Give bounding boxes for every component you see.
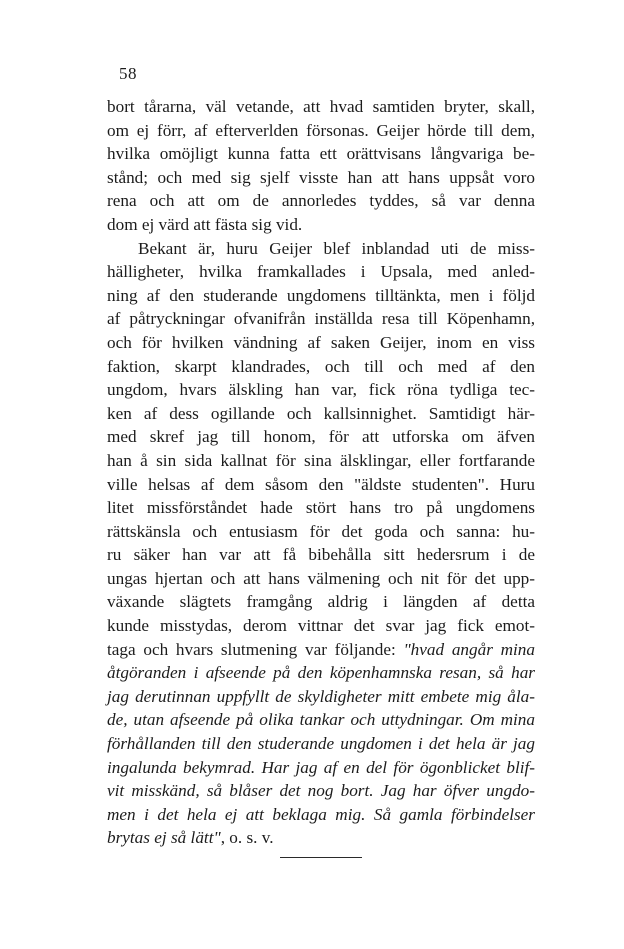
text-segment: hälligheter, hvilka framkallades i Upsala, med anled- — [107, 262, 535, 282]
text-line — [107, 284, 535, 308]
italic-quote-segment: ingalunda bekymrad. Har jag af en del för ögonblicket blif- — [107, 757, 535, 777]
text-line — [107, 378, 535, 402]
text-segment: med skref jag till honom, för att utforska om äfven — [107, 427, 535, 447]
text-line — [107, 355, 535, 379]
text-segment: ungdom, hvars älskling han var, fick röna tydliga tec- — [107, 380, 535, 400]
text-line — [107, 614, 535, 638]
text-segment: kunde misstydas, derom vittnar det svar jag fick emot- — [107, 616, 535, 636]
text-segment: faktion, skarpt klandrades, och till och med af den — [107, 356, 535, 376]
text-line — [107, 402, 535, 426]
text-line — [107, 567, 535, 591]
paragraph — [107, 95, 535, 237]
text-segment: rena och att om de annorledes tyddes, så var denna — [107, 191, 535, 211]
text-line — [107, 803, 535, 827]
italic-quote-segment: åtgöranden i afseende på den köpenhamnska resan, så har — [107, 663, 535, 683]
text-line — [107, 473, 535, 497]
text-line — [107, 543, 535, 567]
text-line — [107, 213, 535, 237]
italic-quote-segment: förhållanden till den studerande ungdomen i det hela är jag — [107, 734, 535, 754]
text-line — [107, 95, 535, 119]
text-line — [107, 661, 535, 685]
text-line — [107, 166, 535, 190]
text-segment: dom ej värd att fästa sig vid. — [107, 214, 303, 234]
text-line — [107, 708, 535, 732]
text-segment: hvilka omöjligt kunna fatta ett orättvisans långvariga be- — [107, 144, 535, 164]
text-segment: ken af dess ogillande och kallsinnighet. Samtidigt här- — [107, 403, 535, 423]
italic-quote-segment: jag derutinnan uppfyllt de skyldigheter mitt embete mig åla- — [107, 686, 535, 706]
italic-quote-segment: vit misskänd, så blåser det nog bort. Jag har öfver ungdo- — [107, 781, 535, 801]
page-number: 58 — [119, 64, 137, 83]
text-line — [107, 449, 535, 473]
text-segment: ning af den studerande ungdomens tilltänkta, men i följd — [107, 285, 535, 305]
text-line — [107, 590, 535, 614]
text-line — [107, 826, 535, 850]
text-segment: ungas hjertan och att hans välmening och nit för det upp- — [107, 568, 535, 588]
body-text — [107, 95, 535, 850]
text-segment: om ej förr, af efterverlden försonas. Geijer hörde till dem, — [107, 120, 535, 140]
text-segment: och för hvilken vändning af saken Geijer, inom en viss — [107, 332, 535, 352]
text-line — [107, 756, 535, 780]
text-segment: , o. s. v. — [220, 828, 274, 848]
text-line — [107, 779, 535, 803]
text-segment: taga och hvars slutmening var följande: — [107, 639, 404, 659]
text-line — [107, 425, 535, 449]
italic-quote-segment: "hvad angår mina — [403, 639, 535, 659]
text-line — [107, 189, 535, 213]
italic-quote-segment: de, utan afseende på olika tankar och uttydningar. Om mina — [107, 710, 535, 730]
text-line — [107, 119, 535, 143]
text-line — [107, 520, 535, 544]
text-line — [107, 331, 535, 355]
text-segment: växande slägtets framgång aldrig i längden af detta — [107, 592, 535, 612]
text-line — [107, 638, 535, 662]
text-line — [107, 142, 535, 166]
text-line — [107, 685, 535, 709]
text-segment: af påtryckningar ofvanifrån inställda resa till Köpenhamn, — [107, 309, 535, 329]
text-line — [107, 237, 535, 261]
italic-quote-segment: men i det hela ej att beklaga mig. Så gamla förbindelser — [107, 804, 535, 824]
text-segment: stånd; och med sig sjelf visste han att hans uppsåt voro — [107, 167, 535, 187]
text-segment: ville helsas af dem såsom den "äldste studenten". Huru — [107, 474, 535, 494]
text-segment: bort tårarna, väl vetande, att hvad samtiden bryter, skall, — [107, 97, 535, 116]
paragraph — [107, 237, 535, 850]
italic-quote-segment: brytas ej så lätt" — [107, 828, 221, 848]
text-segment: litet missförståndet hade stört hans tro på ungdomens — [107, 498, 535, 518]
text-line — [107, 496, 535, 520]
text-line — [107, 732, 535, 756]
text-segment: rättskänsla och entusiasm för det goda och sanna: hu- — [107, 521, 535, 541]
section-divider-rule — [280, 857, 362, 858]
text-segment: ru säker han var att få bibehålla sitt hedersrum i de — [107, 545, 535, 565]
text-line — [107, 260, 535, 284]
text-line — [107, 307, 535, 331]
text-segment: han å sin sida kallnat för sina älsklingar, eller fortfarande — [107, 450, 535, 470]
text-segment: Bekant är, huru Geijer blef inblandad uti de miss- — [138, 238, 535, 258]
